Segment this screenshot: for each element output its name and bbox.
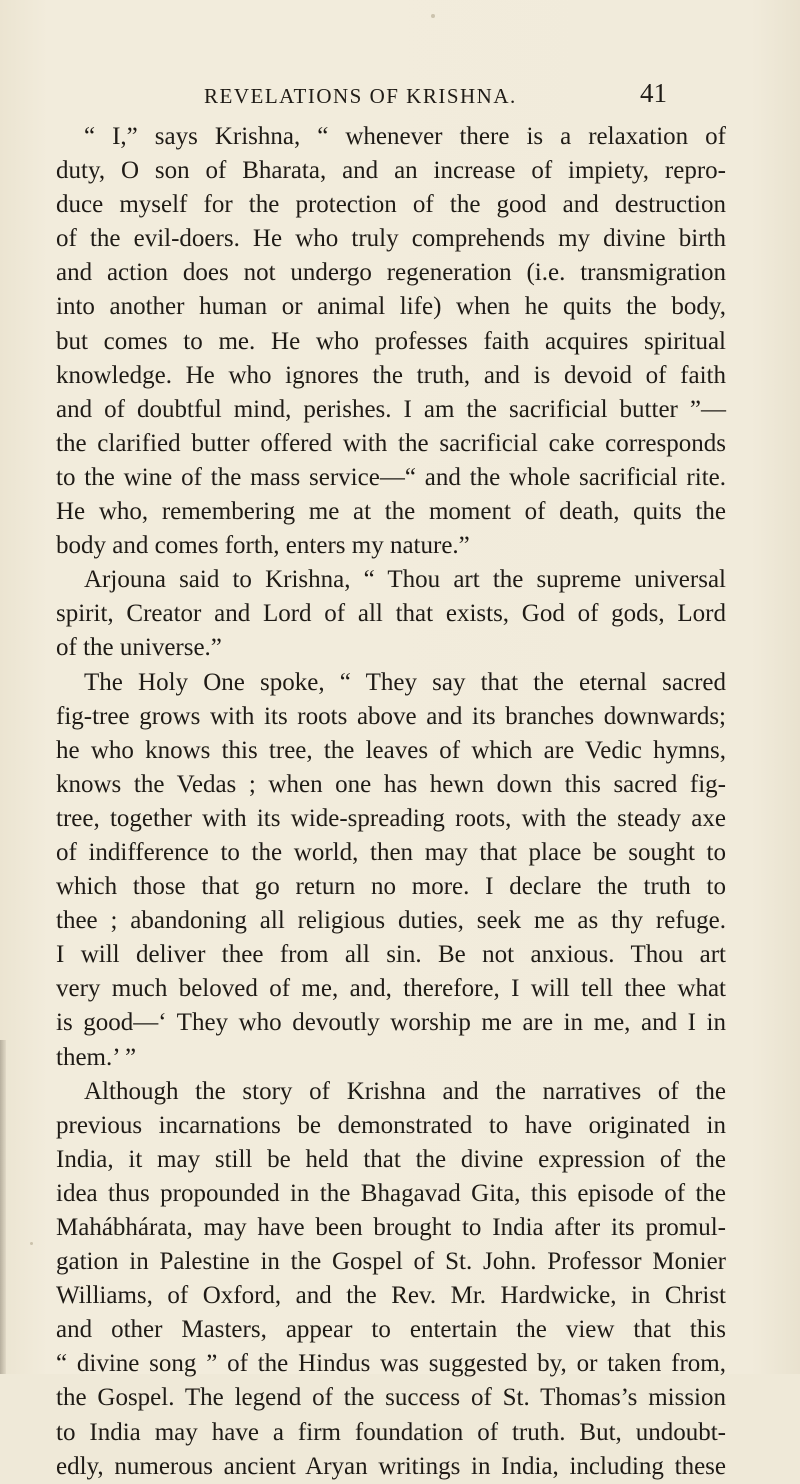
text-line: Although the story of Krishna and the narratives of the [84, 1077, 726, 1105]
text-line: Mahábhárata, may have been brought to India after its promul- [56, 1214, 726, 1241]
text-line: “ divine song ” of the Hindus was suggested by, or taken from, [56, 1350, 726, 1378]
text-line: and action does not undergo regeneration (i.e. transmigration [56, 259, 726, 287]
text-line: he who knows this tree, the leaves of which are Vedic hymns, [56, 736, 726, 764]
text-line: is good—‘ They who devoutly worship me are in me, and I in [56, 1009, 726, 1037]
text-line: idea thus propounded in the Bhagavad Gita, this episode of the [56, 1179, 726, 1207]
text-line: of the evil-doers. He who truly comprehends my divine birth [56, 225, 726, 253]
text-line: fig-tree grows with its roots above and its branches downwards; [56, 702, 726, 730]
text-line: body and comes forth, enters my nature.” [56, 532, 470, 560]
text-line: into another human or animal life) when he quits the body, [56, 293, 726, 321]
text-line: the Gospel. The legend of the success of St. Thomas’s mission [56, 1384, 726, 1412]
text-line: India, it may still be held that the divine expression of the [56, 1145, 726, 1173]
text-line: edly, numerous ancient Aryan writings in India, including these [56, 1452, 726, 1480]
text-line: thee ; abandoning all religious duties, seek me as thy refuge. [56, 907, 726, 935]
text-line: knowledge. He who ignores the truth, and is devoid of faith [56, 361, 726, 389]
paper-speck [431, 14, 435, 18]
text-line: Arjouna said to Krishna, “ Thou art the supreme universal [84, 566, 726, 594]
text-line: of the universe.” [56, 634, 222, 662]
text-line: duty, O son of Bharata, and an increase of impiety, repro- [56, 157, 726, 185]
text-line: but comes to me. He who professes faith acquires spiritual [56, 327, 726, 355]
text-line: “ I,” says Krishna, “ whenever there is a relaxation of [84, 123, 726, 150]
text-line: and of doubtful mind, perishes. I am the sacrificial butter ”— [56, 395, 726, 423]
text-line: previous incarnations be demonstrated to have originated in [56, 1111, 726, 1139]
paper-speck [30, 1242, 33, 1245]
text-line: to the wine of the mass service—“ and the whole sacrificial rite. [56, 463, 726, 491]
page-header [0, 78, 800, 114]
text-line: The Holy One spoke, “ They say that the eternal sacred [84, 668, 726, 696]
page-number: 41 [640, 78, 667, 108]
text-line: the clarified butter offered with the sacrificial cake corresponds [56, 429, 726, 457]
body-text [56, 120, 726, 1484]
text-line: which those that go return no more. I declare the truth to [56, 873, 726, 901]
text-line: duce myself for the protection of the good and destruction [56, 191, 726, 219]
text-line: spirit, Creator and Lord of all that exists, God of gods, Lord [56, 600, 726, 628]
page-edge-shadow [0, 1040, 6, 1374]
text-line: tree, together with its wide-spreading roots, with the steady axe [56, 804, 726, 832]
running-title: REVELATIONS OF KRISHNA. [204, 84, 517, 108]
text-line: gation in Palestine in the Gospel of St. John. Professor Monier [56, 1248, 726, 1276]
text-line: and other Masters, appear to entertain the view that this [56, 1316, 726, 1344]
text-line: them.’ ” [56, 1043, 137, 1071]
text-line: of indifference to the world, then may that place be sought to [56, 838, 726, 866]
text-line: very much beloved of me, and, therefore, I will tell thee what [56, 975, 726, 1003]
text-line: I will deliver thee from all sin. Be not anxious. Thou art [56, 941, 726, 969]
text-line: Williams, of Oxford, and the Rev. Mr. Hardwicke, in Christ [56, 1282, 726, 1310]
text-line: to India may have a firm foundation of truth. But, undoubt- [56, 1418, 726, 1446]
text-line: He who, remembering me at the moment of death, quits the [56, 498, 726, 526]
text-line: knows the Vedas ; when one has hewn down this sacred fig- [56, 770, 726, 798]
